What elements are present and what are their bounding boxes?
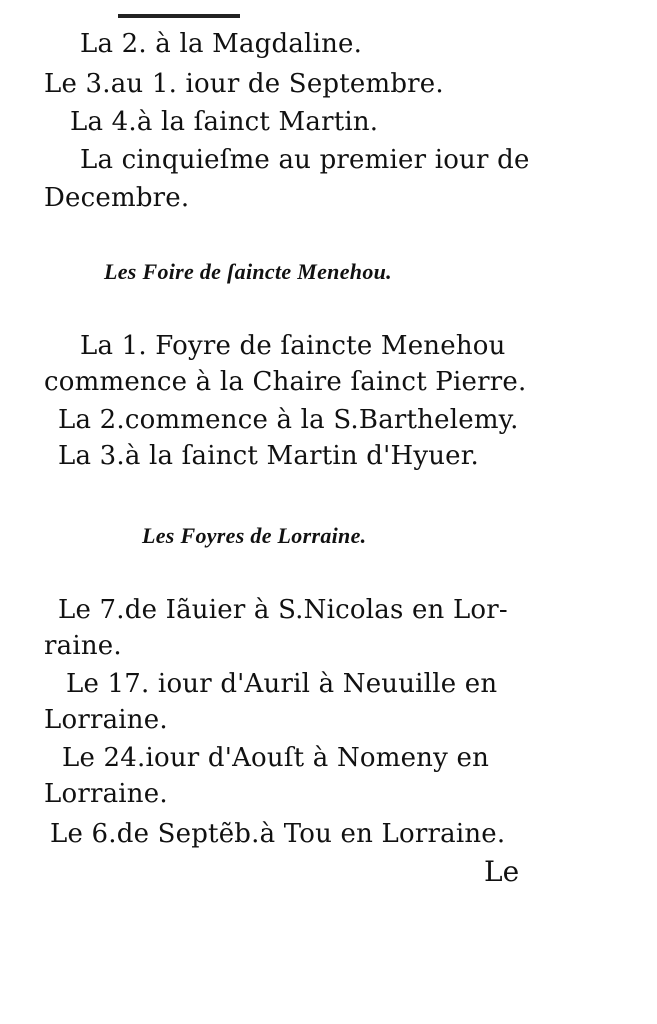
- text-line: La 3.à la ſainct Martin d'Hyuer.: [58, 441, 479, 471]
- section-heading: Les Foyres de Lorraine.: [142, 523, 367, 548]
- torn-top-edge: [118, 14, 240, 18]
- text-line: Le 17. iour d'Auril à Neuuille en: [66, 669, 498, 699]
- text-line: Lorraine.: [44, 779, 168, 809]
- text-line: Lorraine.: [44, 705, 168, 735]
- text-line: commence à la Chaire ſainct Pierre.: [44, 367, 527, 397]
- catchword: Le: [484, 855, 520, 888]
- text-line: La 2. à la Magdaline.: [80, 29, 363, 59]
- text-line: Le 7.de Iãuier à S.Nicolas en Lor-: [58, 595, 508, 625]
- text-line: Le 24.iour d'Aouſt à Nomeny en: [62, 743, 490, 773]
- text-line: Decembre.: [44, 183, 190, 213]
- text-line: raine.: [44, 631, 122, 661]
- text-line: La 2.commence à la S.Barthelemy.: [58, 405, 519, 435]
- text-line: La 4.à la ſainct Martin.: [70, 107, 379, 137]
- text-line: Le 3.au 1. iour de Septembre.: [44, 69, 444, 99]
- text-line: La 1. Foyre de ſaincte Menehou: [80, 331, 506, 361]
- text-line: La cinquieſme au premier iour de: [80, 145, 530, 175]
- section-heading: Les Foire de ſaincte Menehou.: [104, 259, 392, 284]
- text-line: Le 6.de Septẽb.à Tou en Lorraine.: [50, 819, 506, 849]
